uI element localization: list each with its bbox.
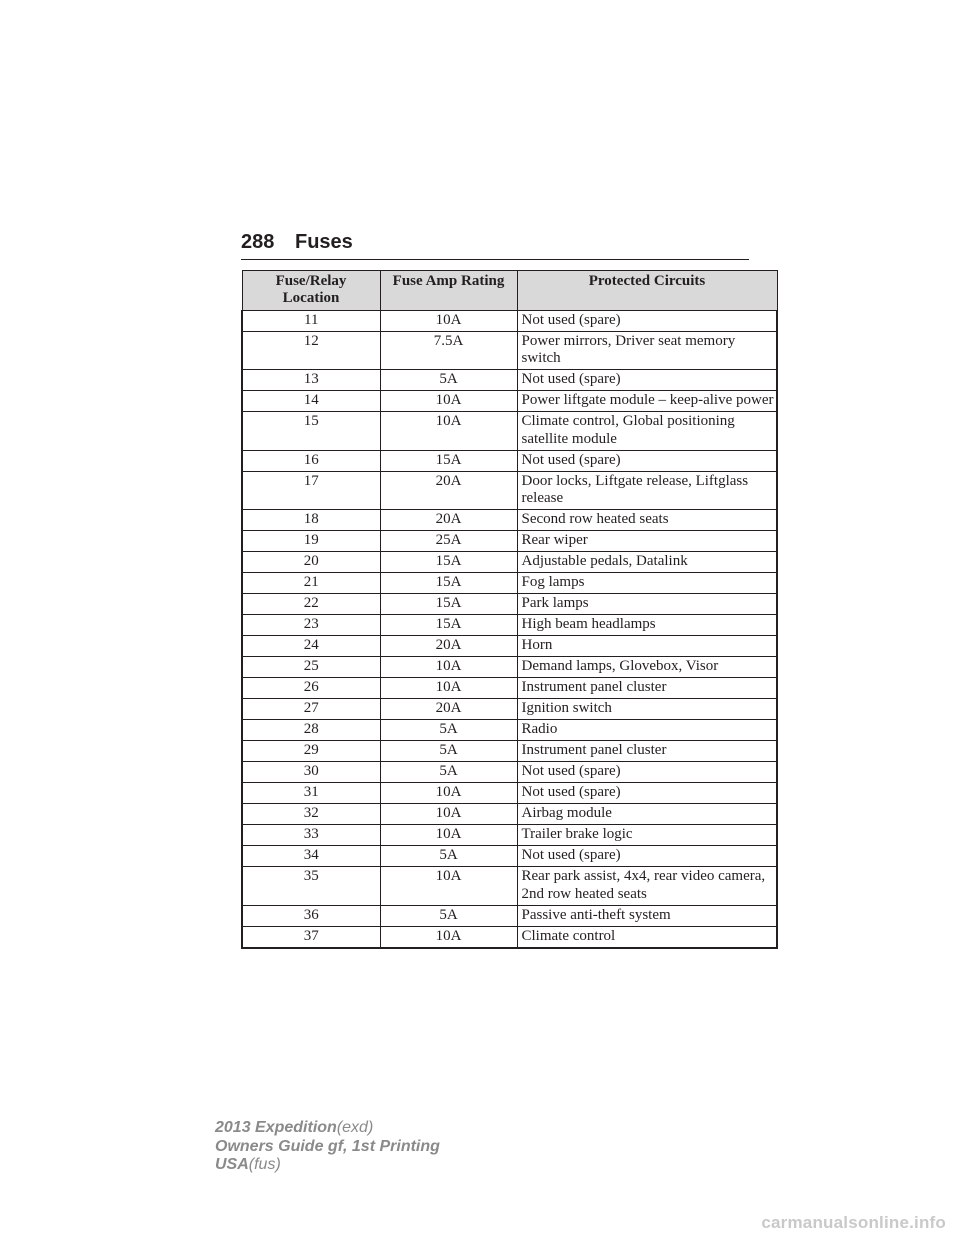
watermark: carmanualsonline.info <box>761 1213 946 1232</box>
cell-location: 30 <box>242 762 380 783</box>
cell-rating: 10A <box>380 391 517 412</box>
cell-circuits: Park lamps <box>517 594 777 615</box>
footer-model: 2013 Expedition <box>215 1119 337 1136</box>
cell-location: 18 <box>242 510 380 531</box>
footer <box>215 1119 440 1175</box>
table-row <box>242 370 777 391</box>
cell-circuits: Trailer brake logic <box>517 825 777 846</box>
cell-circuits: High beam headlamps <box>517 615 777 636</box>
cell-rating: 15A <box>380 573 517 594</box>
cell-rating: 10A <box>380 412 517 451</box>
cell-location: 27 <box>242 699 380 720</box>
cell-rating: 5A <box>380 720 517 741</box>
cell-rating: 7.5A <box>380 331 517 370</box>
cell-location: 26 <box>242 678 380 699</box>
table-row <box>242 594 777 615</box>
cell-circuits: Radio <box>517 720 777 741</box>
footer-model-code: (exd) <box>336 1119 374 1136</box>
cell-location: 23 <box>242 615 380 636</box>
cell-circuits: Passive anti-theft system <box>517 905 777 926</box>
table-row <box>242 905 777 926</box>
cell-circuits: Second row heated seats <box>517 510 777 531</box>
column-header-location: Fuse/Relay Location <box>242 271 380 311</box>
cell-rating: 20A <box>380 699 517 720</box>
cell-rating: 5A <box>380 370 517 391</box>
cell-circuits: Climate control, Global positioning satellite module <box>517 412 777 451</box>
table-row <box>242 783 777 804</box>
footer-line-1 <box>215 1119 440 1138</box>
cell-location: 36 <box>242 905 380 926</box>
cell-rating: 10A <box>380 310 517 331</box>
cell-location: 14 <box>242 391 380 412</box>
cell-location: 22 <box>242 594 380 615</box>
cell-rating: 15A <box>380 552 517 573</box>
table-row <box>242 678 777 699</box>
cell-rating: 15A <box>380 450 517 471</box>
column-header-rating: Fuse Amp Rating <box>380 271 517 311</box>
cell-location: 12 <box>242 331 380 370</box>
cell-circuits: Door locks, Liftgate release, Liftglass release <box>517 471 777 510</box>
cell-circuits: Power mirrors, Driver seat memory switch <box>517 331 777 370</box>
footer-market-code: (fus) <box>248 1156 281 1173</box>
table-row <box>242 412 777 451</box>
cell-circuits: Not used (spare) <box>517 310 777 331</box>
page-number: 288 <box>241 231 275 253</box>
table-row <box>242 615 777 636</box>
cell-circuits: Not used (spare) <box>517 846 777 867</box>
table-row <box>242 310 777 331</box>
table-row <box>242 450 777 471</box>
cell-location: 21 <box>242 573 380 594</box>
cell-location: 34 <box>242 846 380 867</box>
table-body <box>242 310 777 948</box>
table-row <box>242 926 777 948</box>
cell-rating: 10A <box>380 678 517 699</box>
page-header <box>241 229 749 260</box>
table-row <box>242 699 777 720</box>
table-row <box>242 552 777 573</box>
cell-circuits: Rear park assist, 4x4, rear video camera, 2nd row heated seats <box>517 867 777 906</box>
cell-location: 31 <box>242 783 380 804</box>
footer-market: USA <box>215 1156 249 1173</box>
cell-rating: 15A <box>380 615 517 636</box>
cell-rating: 10A <box>380 804 517 825</box>
cell-location: 24 <box>242 636 380 657</box>
cell-rating: 10A <box>380 867 517 906</box>
cell-rating: 10A <box>380 825 517 846</box>
section-title: Fuses <box>295 231 353 253</box>
cell-circuits: Instrument panel cluster <box>517 741 777 762</box>
table-row <box>242 867 777 906</box>
footer-line-2: Owners Guide gf, 1st Printing <box>215 1137 440 1155</box>
table-row <box>242 510 777 531</box>
cell-rating: 5A <box>380 762 517 783</box>
cell-circuits: Power liftgate module – keep-alive power <box>517 391 777 412</box>
cell-rating: 10A <box>380 783 517 804</box>
table-row <box>242 741 777 762</box>
cell-circuits: Climate control <box>517 926 777 948</box>
cell-circuits: Ignition switch <box>517 699 777 720</box>
cell-location: 32 <box>242 804 380 825</box>
cell-location: 13 <box>242 370 380 391</box>
table-row <box>242 636 777 657</box>
cell-location: 17 <box>242 471 380 510</box>
table-row <box>242 804 777 825</box>
cell-location: 16 <box>242 450 380 471</box>
fuse-table <box>241 270 778 949</box>
cell-circuits: Horn <box>517 636 777 657</box>
cell-location: 35 <box>242 867 380 906</box>
cell-location: 37 <box>242 926 380 948</box>
footer-line-3 <box>215 1156 440 1175</box>
cell-circuits: Adjustable pedals, Datalink <box>517 552 777 573</box>
cell-circuits: Airbag module <box>517 804 777 825</box>
table-row <box>242 331 777 370</box>
table-row <box>242 825 777 846</box>
cell-location: 25 <box>242 657 380 678</box>
cell-rating: 5A <box>380 905 517 926</box>
cell-location: 33 <box>242 825 380 846</box>
table-row <box>242 573 777 594</box>
cell-circuits: Not used (spare) <box>517 370 777 391</box>
cell-location: 29 <box>242 741 380 762</box>
table-row <box>242 846 777 867</box>
table-row <box>242 762 777 783</box>
cell-location: 11 <box>242 310 380 331</box>
cell-circuits: Not used (spare) <box>517 762 777 783</box>
table-row <box>242 471 777 510</box>
cell-rating: 20A <box>380 636 517 657</box>
cell-rating: 10A <box>380 657 517 678</box>
cell-circuits: Not used (spare) <box>517 783 777 804</box>
cell-circuits: Instrument panel cluster <box>517 678 777 699</box>
cell-location: 28 <box>242 720 380 741</box>
column-header-circuits: Protected Circuits <box>517 271 777 311</box>
cell-circuits: Demand lamps, Glovebox, Visor <box>517 657 777 678</box>
cell-rating: 5A <box>380 846 517 867</box>
cell-location: 15 <box>242 412 380 451</box>
cell-rating: 15A <box>380 594 517 615</box>
cell-rating: 25A <box>380 531 517 552</box>
cell-circuits: Not used (spare) <box>517 450 777 471</box>
cell-rating: 20A <box>380 510 517 531</box>
cell-rating: 5A <box>380 741 517 762</box>
cell-location: 20 <box>242 552 380 573</box>
cell-location: 19 <box>242 531 380 552</box>
table-row <box>242 391 777 412</box>
cell-circuits: Rear wiper <box>517 531 777 552</box>
cell-rating: 20A <box>380 471 517 510</box>
table-row <box>242 657 777 678</box>
cell-circuits: Fog lamps <box>517 573 777 594</box>
table-row <box>242 720 777 741</box>
cell-rating: 10A <box>380 926 517 948</box>
table-row <box>242 531 777 552</box>
table-header-row <box>242 271 777 311</box>
